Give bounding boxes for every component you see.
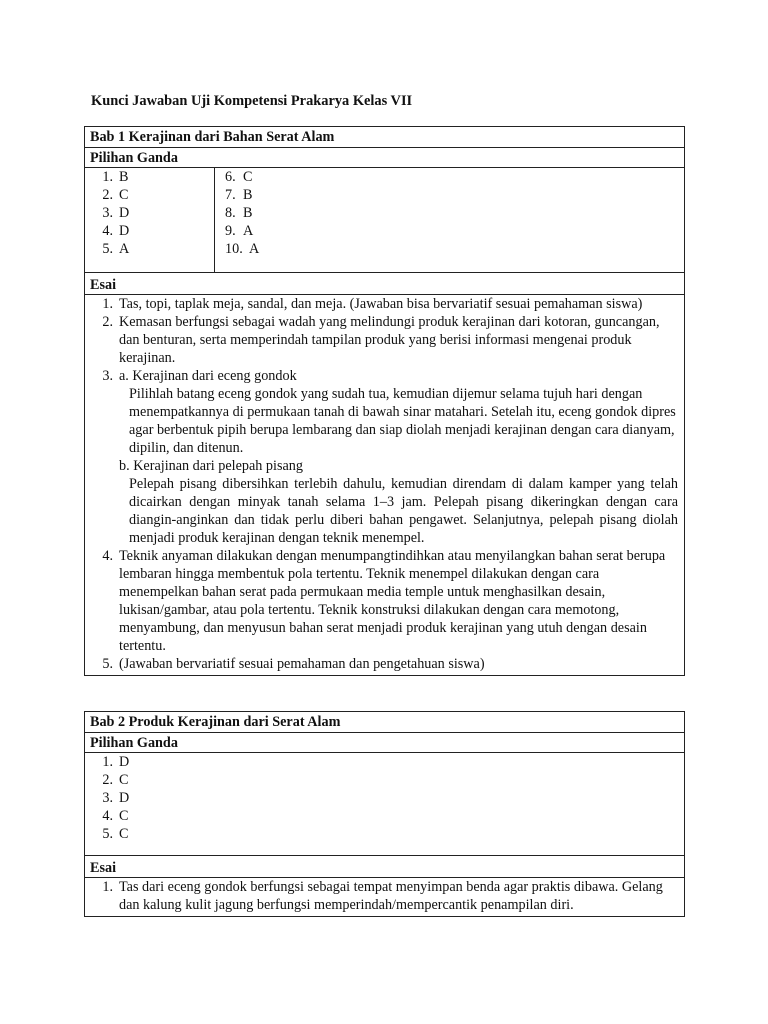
- page-title: Kunci Jawaban Uji Kompetensi Prakarya Kelas VII: [91, 93, 413, 109]
- bab2-pilihan-ganda-label: Pilihan Ganda: [85, 732, 684, 752]
- list-item: 10. A: [225, 241, 260, 257]
- list-item: 4. C: [102, 808, 129, 824]
- list-item: 9. A: [225, 223, 254, 239]
- list-item: 5. C: [102, 826, 129, 842]
- bab2-esai-answers: [85, 877, 684, 916]
- list-item: 2. C: [102, 772, 129, 788]
- bab2-heading: Bab 2 Produk Kerajinan dari Serat Alam: [90, 714, 341, 730]
- bab2-pilihan-ganda-answers: [85, 752, 684, 855]
- bab1-pilihan-ganda-label: Pilihan Ganda: [85, 147, 684, 167]
- list-item: 2. C: [102, 187, 129, 203]
- bab1-esai-label: Esai: [85, 272, 684, 294]
- bab2-esai-label: Esai: [85, 855, 684, 877]
- list-item: 1. B: [102, 169, 129, 185]
- sub-heading: b. Kerajinan dari pelepah pisang: [119, 458, 303, 474]
- list-item: 1. Tas dari eceng gondok berfungsi sebagai tempat menyimpan benda agar praktis dibawa. Gelang dan kalung kulit jagung berfungsi memperindah/mempercantik penampilan diri.: [102, 879, 663, 913]
- list-item: 1. Tas, topi, taplak meja, sandal, dan meja. (Jawaban bisa bervariatif sesuai pemahaman siswa): [102, 296, 643, 312]
- list-item: 3. D: [102, 790, 130, 806]
- list-item: 5. (Jawaban bervariatif sesuai pemahaman dan pengetahuan siswa): [102, 656, 485, 672]
- list-item: 4. D: [102, 223, 130, 239]
- list-item: 3. D: [102, 205, 130, 221]
- bab1-esai-answers: [85, 294, 684, 675]
- bab1-heading: Bab 1 Kerajinan dari Bahan Serat Alam: [90, 129, 335, 145]
- bab1-pg-left-column: [85, 168, 215, 272]
- list-item: 4. Teknik anyaman dilakukan dengan menumpangtindihkan atau menyilangkan bahan serat berupa lembaran hingga membentuk pola tertentu. Teknik menempel dilakukan dengan cara menempelkan bahan serat pada permukaan media temple untuk menghasilkan desain, lukisan/gambar, atau pola tertentu. Teknik konstruksi dilakukan dengan cara memotong, menyambung, dan menyusun bahan serat menjadi produk kerajinan yang utuh dengan desain tertentu.: [102, 548, 666, 654]
- paragraph: Pelepah pisang dibersihkan terlebih dahulu, kemudian direndam di dalam kamper yang telah dicairkan dengan minyak tanah selama 1–3 jam. Pelepah pisang dikeringkan dengan cara diangin-anginkan dan tidak perlu diberi bahan pengawet. Selanjutnya, pelepah pisang diolah menjadi produk kerajinan dengan teknik menempel.: [129, 476, 678, 546]
- paragraph: Pilihlah batang eceng gondok yang sudah tua, kemudian dijemur selama tujuh hari dengan menempatkannya di permukaan tanah di bawah sinar matahari. Setelah itu, eceng gondok dipres agar berbentuk pipih berupa lembarang dan siap diolah menjadi kerajinan dengan cara dianyam, dipilin, dan ditenun.: [129, 386, 676, 456]
- list-item: 5. A: [102, 241, 130, 257]
- list-item: 2. Kemasan berfungsi sebagai wadah yang melindungi produk kerajinan dari kotoran, guncangan, dan benturan, serta memperindah tampilan produk yang berisi informasi mengenai produk kerajinan.: [102, 314, 660, 366]
- list-item: 8. B: [225, 205, 253, 221]
- sub-heading: a. Kerajinan dari eceng gondok: [119, 368, 297, 384]
- list-item: 7. B: [225, 187, 253, 203]
- bab1-table: [84, 126, 685, 676]
- list-item: 6. C: [225, 169, 253, 185]
- list-item: 1. D: [102, 754, 130, 770]
- bab2-table: [84, 711, 685, 917]
- list-item: 3. a. Kerajinan dari eceng gondok Pilihlah batang eceng gondok yang sudah tua, kemudian dijemur selama tujuh hari dengan menempatkannya di permukaan tanah di bawah sinar matahari. Setelah itu, eceng gondok dipres agar berbentuk pipih berupa lembarang dan siap diolah menjadi kerajinan dengan cara dianyam, dipilin, dan ditenun. b. Kerajinan dari pelepah pisang Pelepah pisang dibersihkan terlebih dahulu, kemudian direndam di dalam kamper yang telah dicairkan dengan minyak tanah selama 1–3 jam. Pelepah pisang dikeringkan dengan cara diangin-anginkan dan tidak perlu diberi bahan pengawet. Selanjutnya, pelepah pisang diolah menjadi produk kerajinan dengan teknik menempel.: [102, 368, 678, 546]
- bab1-pg-right-column: [215, 168, 684, 272]
- bab1-pilihan-ganda-answers: [85, 167, 684, 272]
